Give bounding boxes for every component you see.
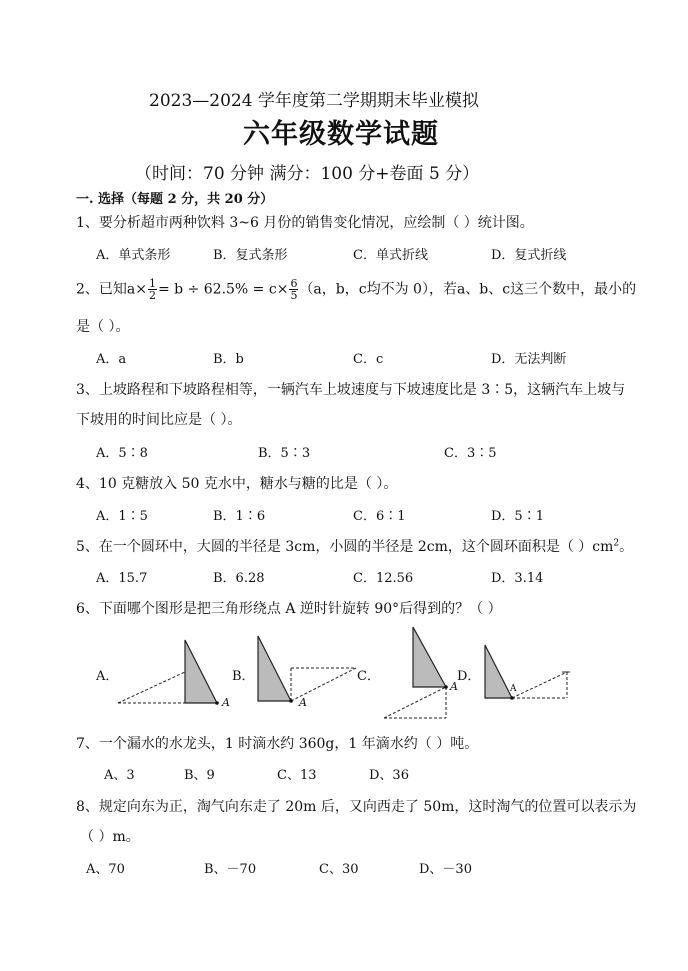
q8-option-b: B、－70 — [204, 862, 257, 877]
q2-option-a: A．a — [96, 352, 127, 367]
figure-b — [258, 636, 356, 703]
question-3: 3、上坡路程和下坡路程相等，一辆汽车上坡速度与下坡速度比是 3∶5，这辆汽车上坡与 — [76, 382, 626, 398]
q2-prefix: 2、已知a× — [76, 281, 147, 298]
q1-option-a: A．单式条形 — [96, 248, 171, 263]
q2-mid: = b ÷ 62.5% = c× — [157, 281, 289, 298]
fraction-six-fifths: $\frac{6}{5}$ — [290, 277, 298, 302]
question-1: 1、要分析超市两种饮料 3~6 月份的销售变化情况，应绘制（ ）统计图。 — [76, 215, 534, 231]
question-7: 7、一个漏水的水龙头，1 时滴水约 360g，1 年滴水约（ ）吨。 — [76, 736, 479, 752]
q4-option-b: B．1∶6 — [213, 509, 266, 524]
q6-option-c: C． — [357, 669, 380, 684]
q2-option-c: C．c — [353, 352, 384, 367]
q3-option-c: C．3∶5 — [444, 446, 497, 461]
q3-option-a: A．5∶8 — [96, 446, 148, 461]
figure-c — [384, 627, 448, 718]
q5-option-d: D．3.14 — [491, 571, 544, 586]
question-8-line2: （ ）m。 — [80, 829, 140, 845]
q8-option-a: A、70 — [86, 862, 125, 877]
question-3-line2: 下坡用的时间比应是（ ）。 — [76, 412, 242, 428]
q2-suffix: （a，b，c均不为 0），若a、b、c这三个数中，最小的 — [299, 281, 637, 298]
q4-option-d: D．5∶1 — [491, 509, 544, 524]
q8-option-c: C、30 — [319, 862, 359, 877]
q1-option-d: D．复式折线 — [491, 248, 567, 263]
figure-d — [485, 645, 570, 700]
q7-option-a: A、3 — [104, 768, 135, 783]
q2-option-b: B．b — [213, 352, 244, 367]
question-5: 5、在一个圆环中，大圆的半径是 3cm，小圆的半径是 2cm，这个圆环面积是（ ）$cm^2$。 — [76, 538, 634, 555]
exam-subtitle: （时间：70 分钟 满分：100 分+卷面 5 分） — [135, 164, 480, 184]
point-a-label: A — [510, 684, 517, 694]
section-heading: 一. 选择（每题 2 分，共 20 分） — [76, 192, 274, 207]
q5-option-a: A．15.7 — [96, 571, 148, 586]
q6-option-b: B． — [232, 669, 255, 684]
exam-header-line: 2023—2024 学年度第二学期期末毕业模拟 — [149, 91, 479, 111]
question-4: 4、10 克糖放入 50 克水中，糖水与糖的比是（ ）。 — [76, 476, 398, 492]
fraction-one-half: $\frac{1}{2}$ — [148, 277, 156, 302]
point-a-label: A — [222, 696, 230, 709]
q3-option-b: B．5∶3 — [258, 446, 311, 461]
question-6: 6、下面哪个图形是把三角形绕点 A 逆时针旋转 90°后得到的？（ ） — [76, 601, 502, 617]
q1-option-c: C．单式折线 — [353, 248, 428, 263]
q7-option-d: D、36 — [369, 768, 409, 783]
page-title: 六年级数学试题 — [243, 119, 439, 150]
figure-a — [118, 640, 219, 705]
q7-option-b: B、9 — [184, 768, 215, 783]
q5-option-b: B．6.28 — [213, 571, 265, 586]
point-a-label: A — [299, 696, 307, 709]
q1-option-b: B．复式条形 — [213, 248, 288, 263]
q2-option-d: D．无法判断 — [491, 352, 567, 367]
point-a-label: A — [450, 680, 458, 693]
q6-option-d: D． — [457, 669, 481, 684]
q5-option-c: C．12.56 — [353, 571, 414, 586]
question-8: 8、规定向东为正，淘气向东走了 20m 后，又向西走了 50m，这时淘气的位置可以表示为 — [76, 799, 637, 815]
question-2-line2: 是（ ）。 — [76, 319, 130, 335]
q4-option-c: C．6∶1 — [353, 509, 406, 524]
q4-option-a: A．1∶5 — [96, 509, 148, 524]
q6-option-a: A． — [96, 669, 119, 684]
q7-option-c: C、13 — [277, 768, 317, 783]
q8-option-d: D、－30 — [419, 862, 472, 877]
